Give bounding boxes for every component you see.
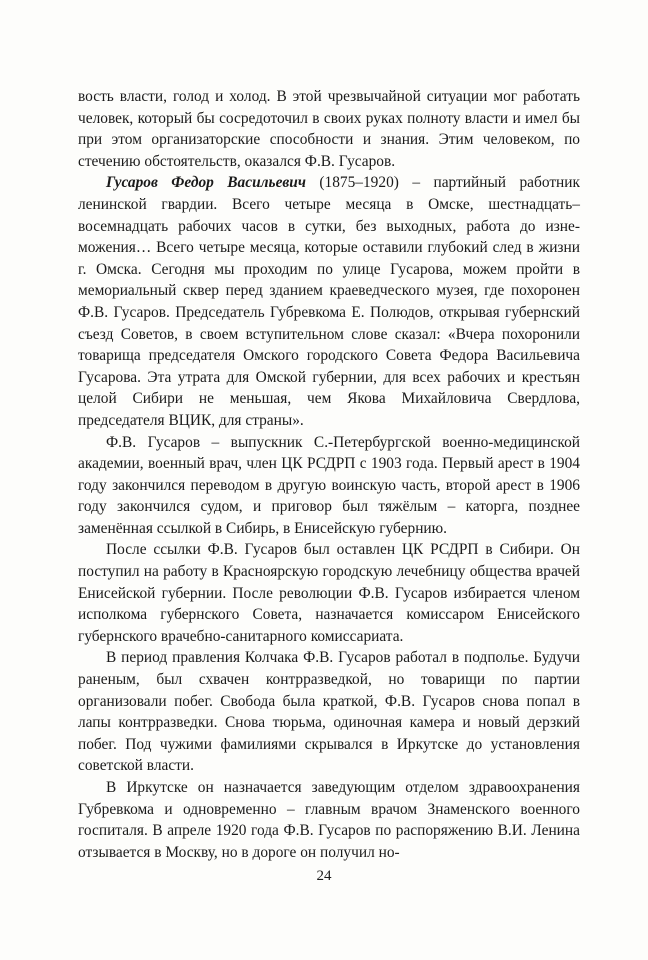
paragraph-2-text: (1875–1920) – партийный работник ленинской гвардии. Всего четыре месяца в Омске, шестнадцать–восемнадцать рабочих часов в сутки, без выходных, работа до изнеможения… Всего четыре месяца, которые оставили глубокий след в жизни г. Омска. Сегодня мы проходим по улице Гусарова, можем пройти в мемориальный сквер перед зданием краеведческого музея, где похоронен Ф.В. Гусаров. Председатель Губревкома Е. Полюдов, открывая губернский съезд Советов, в своем вступительном слове сказал: «Вчера похоронили товарища председателя Омского городского Совета Федора Васильевича Гусарова. Эта утрата для Омской губернии, для всех рабочих и крестьян целой Сибири не меньшая, чем Якова Михайловича Свердлова, председателя ВЦИК, для страны». <box>78 174 580 429</box>
paragraph-6-text: В Иркутске он назначается заведующим отделом здравоохранения Губревкома и одновременно – главным врачом Знаменского военного госпиталя. В апреле 1920 года Ф.В. Гусаров по распоряжению В.И. Ленина отзывается в Москву, но в дороге он получил но- <box>78 779 580 861</box>
paragraph-6 <box>78 777 580 863</box>
paragraph-5 <box>78 647 580 777</box>
person-name-heading: Гусаров Федор Васильевич <box>106 174 306 192</box>
paragraph-4 <box>78 539 580 647</box>
body-text <box>78 86 580 863</box>
paragraph-3-text: Ф.В. Гусаров – выпускник С.-Петербургской военно-медицинской академии, военный врач, член ЦК РСДРП с 1903 года. Первый арест в 1904 году закончился переводом в другую воинскую часть, второй арест в 1906 году закончился судом, и приговор был тяжёлым – каторга, позднее заменённая ссылкой в Сибирь, в Енисейскую губернию. <box>78 433 580 537</box>
paragraph-1-text: вость власти, голод и холод. В этой чрезвычайной ситуации мог работать человек, который бы сосредоточил в своих руках полноту власти и имел бы при этом организаторские способности и знания. Этим человеком, по стечению обстоятельств, оказался Ф.В. Гусаров. <box>78 88 580 170</box>
page-number: 24 <box>316 868 332 884</box>
paragraph-2 <box>78 172 580 431</box>
paragraph-1 <box>78 86 580 172</box>
paragraph-3 <box>78 432 580 540</box>
paragraph-4-text: После ссылки Ф.В. Гусаров был оставлен ЦК РСДРП в Сибири. Он поступил на работу в Красноярскую городскую лечебницу общества врачей Енисейской губернии. После революции Ф.В. Гусаров избирается членом исполкома губернского Совета, назначается комиссаром Енисейского губернского врачебно-санитарного комиссариата. <box>78 541 580 645</box>
paragraph-5-text: В период правления Колчака Ф.В. Гусаров работал в подполье. Будучи раненым, был схвачен контрразведкой, но товарищи по партии организовали побег. Свобода была краткой, Ф.В. Гусаров снова попал в лапы контрразведки. Снова тюрьма, одиночная камера и новый дерзкий побег. Под чужими фамилиями скрывался в Иркутске до установления советской власти. <box>78 649 580 775</box>
